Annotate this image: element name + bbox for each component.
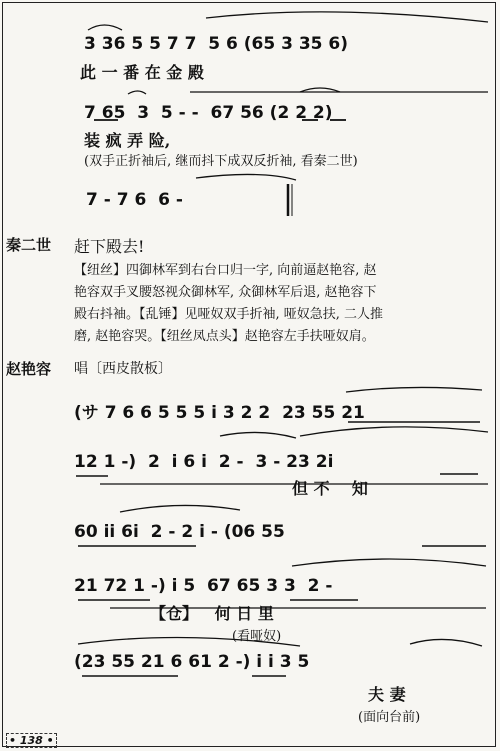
qin-speech: 赶下殿去!	[74, 237, 145, 256]
score-line-8: (23 55 21 6 61 2 -) i i 3 5	[74, 652, 310, 672]
role-zhao-yan-rong: 赵艳容	[6, 360, 52, 378]
stage-direction-2: (看哑奴)	[232, 629, 282, 644]
stage-direction-1: (双手正折袖后, 继而抖下成双反折袖, 看秦二世)	[84, 154, 358, 169]
score-line-7: 21 72 1 -) i 5 67 65 3 3 2 -	[74, 576, 333, 596]
lyrics-line-8: 夫 妻	[368, 685, 406, 704]
score-line-2: 7 65 3 5 - - 67 56 (2 2 2)	[84, 103, 333, 123]
page-number: • 138 •	[6, 733, 57, 748]
stage-para-3: 殿右抖袖。【乱锤】见哑奴双手折袖, 哑奴急扶, 二人推	[74, 307, 384, 322]
stage-direction-3: (面向台前)	[358, 710, 421, 725]
role-qin-er-shi: 秦二世	[6, 236, 52, 254]
score-line-5: 12 1 -) 2 i 6 i 2 - 3 - 23 2i	[74, 452, 334, 472]
stage-para-2: 艳容双手叉腰怒视众御林军, 众御林军后退, 赵艳容下	[74, 285, 377, 300]
score-line-6: 60 ii 6i 2 - 2 i - (06 55	[74, 522, 285, 542]
lyrics-line-1: 此 一 番 在 金 殿	[80, 63, 204, 82]
lyrics-line-2: 装 疯 弄 险,	[84, 131, 171, 150]
score-line-4: (サ 7 6 6 5 5 5 i 3 2 2 23 55 21	[74, 403, 365, 423]
lyrics-line-7: 【仓】 何 日 里	[150, 604, 274, 623]
lyrics-line-5: 但 不 知	[292, 479, 368, 498]
stage-para-4: 磨, 赵艳容哭。【纽丝凤点头】赵艳容左手扶哑奴肩。	[74, 329, 375, 344]
stage-para-1: 【纽丝】四御林军到右台口归一字, 向前逼赵艳容, 赵	[74, 263, 377, 278]
score-line-3: 7 - 7 6 6 -	[86, 190, 183, 210]
zhao-sing-instruction: 唱〔西皮散板〕	[74, 361, 172, 377]
score-line-1: 3 36 5 5 7 7 5 6 (65 3 35 6)	[84, 34, 348, 54]
